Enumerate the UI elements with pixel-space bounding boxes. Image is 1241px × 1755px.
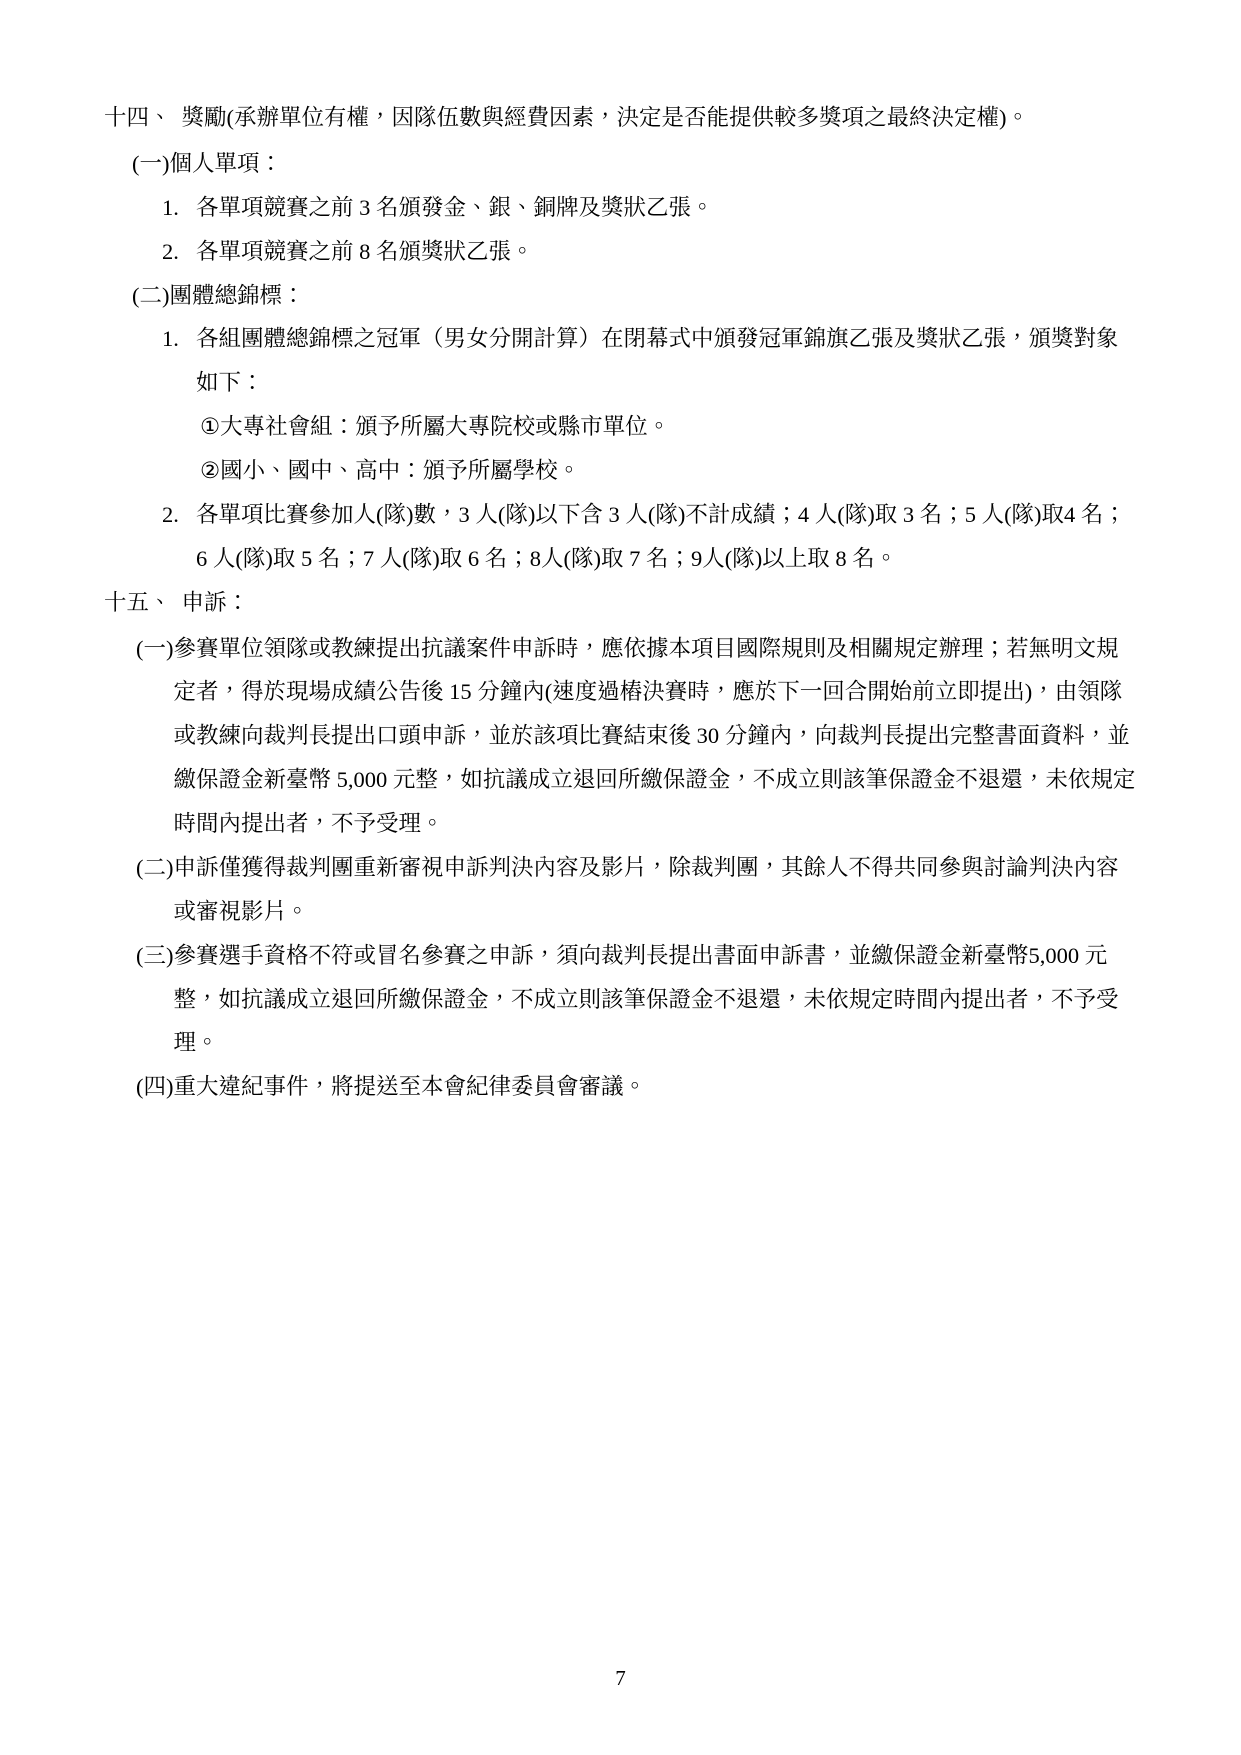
list-item-14-1-1: [104, 186, 1137, 230]
list-item-14-2: [104, 274, 1137, 318]
list-marker-15-2: (二): [136, 854, 174, 880]
section-title-14: 獎勵(承辦單位有權，因隊伍數與經費因素，決定是否能提供較多獎項之最終決定權)。: [181, 105, 1030, 130]
section-title-15: 申訴：: [181, 589, 250, 615]
list-marker-14-2-1: 1.: [162, 326, 179, 352]
section-heading-14: [104, 96, 1137, 140]
list-marker-15-4: (四): [136, 1074, 174, 1100]
list-text-14-2-1-a: 大專社會組：頒予所屬大專院校或縣市單位。: [220, 414, 671, 440]
list-marker-14-1-1: 1.: [162, 194, 179, 220]
list-text-15-4: 重大違紀事件，將提送至本會紀律委員會審議。: [173, 1074, 647, 1100]
list-marker-14-1: (一): [132, 150, 170, 176]
list-item-15-3: [104, 934, 1137, 1066]
list-item-15-2: [104, 846, 1137, 934]
list-text-14-2-2: 各單項比賽參加人(隊)數，3 人(隊)以下含 3 人(隊)不計成績；4 人(隊)取 3 名；5 人(隊)取4 名；6 人(隊)取 5 名；7 人(隊)取 6 名；8人(隊)取 7 名；9人(隊)以上取 8 名。: [196, 501, 1126, 571]
list-item-15-1: [104, 627, 1137, 846]
list-marker-14-2-1-b: ②: [200, 458, 221, 483]
document-body: [104, 96, 1137, 1109]
list-text-14-2-1-b: 國小、國中、高中：頒予所屬學校。: [220, 458, 581, 483]
list-marker-14-2: (二): [132, 282, 170, 308]
section-heading-15: [104, 581, 1137, 625]
list-text-14-2-1: 各組團體總錦標之冠軍（男女分開計算）在閉幕式中頒發冠軍錦旗乙張及獎狀乙張，頒獎對象如下：: [196, 326, 1119, 396]
list-marker-14-1-2: 2.: [162, 238, 179, 264]
list-text-15-1: 參賽單位領隊或教練提出抗議案件申訴時，應依據本項目國際規則及相關規定辦理；若無明文規定者，得於現場成績公告後 15 分鐘內(速度過樁決賽時，應於下一回合開始前立即提出)，由領隊或教練向裁判長提出口頭申訴，並於該項比賽結束後 30 分鐘內，向裁判長提出完整書面資料，並繳保證金新臺幣 5,000 元整，如抗議成立退回所繳保證金，不成立則該筆保證金不退還，未依規定時間內提出者，不予受理。: [173, 635, 1136, 836]
section-marker-15: 十五、: [104, 589, 172, 615]
list-text-14-2: 團體總錦標：: [169, 282, 305, 308]
list-text-15-2: 申訴僅獲得裁判團重新審視申訴判決內容及影片，除裁判團，其餘人不得共同參與討論判決內容或審視影片。: [173, 854, 1119, 924]
list-item-14-1-2: [104, 230, 1137, 274]
list-text-15-3: 參賽選手資格不符或冒名參賽之申訴，須向裁判長提出書面申訴書，並繳保證金新臺幣5,000 元整，如抗議成立退回所繳保證金，不成立則該筆保證金不退還，未依規定時間內提出者，不予受理。: [173, 942, 1119, 1056]
page-number: 7: [615, 1666, 626, 1690]
list-text-14-1: 個人單項：: [169, 150, 283, 176]
list-item-15-4: [104, 1065, 1137, 1109]
list-marker-14-2-1-a: ①: [200, 414, 221, 440]
list-item-14-2-1-a: [104, 405, 1137, 449]
list-marker-14-2-2: 2.: [162, 501, 179, 527]
list-marker-15-1: (一): [136, 635, 174, 661]
list-item-14-2-1: [104, 317, 1137, 405]
list-text-14-1-2: 各單項競賽之前 8 名頒獎狀乙張。: [196, 238, 534, 264]
list-item-14-1: [104, 142, 1137, 186]
list-item-14-2-2: [104, 493, 1137, 581]
list-marker-15-3: (三): [136, 942, 174, 968]
list-text-14-1-1: 各單項競賽之前 3 名頒發金、銀、銅牌及獎狀乙張。: [196, 194, 714, 220]
section-marker-14: 十四、: [104, 105, 172, 130]
list-item-14-2-1-b: [104, 449, 1137, 493]
